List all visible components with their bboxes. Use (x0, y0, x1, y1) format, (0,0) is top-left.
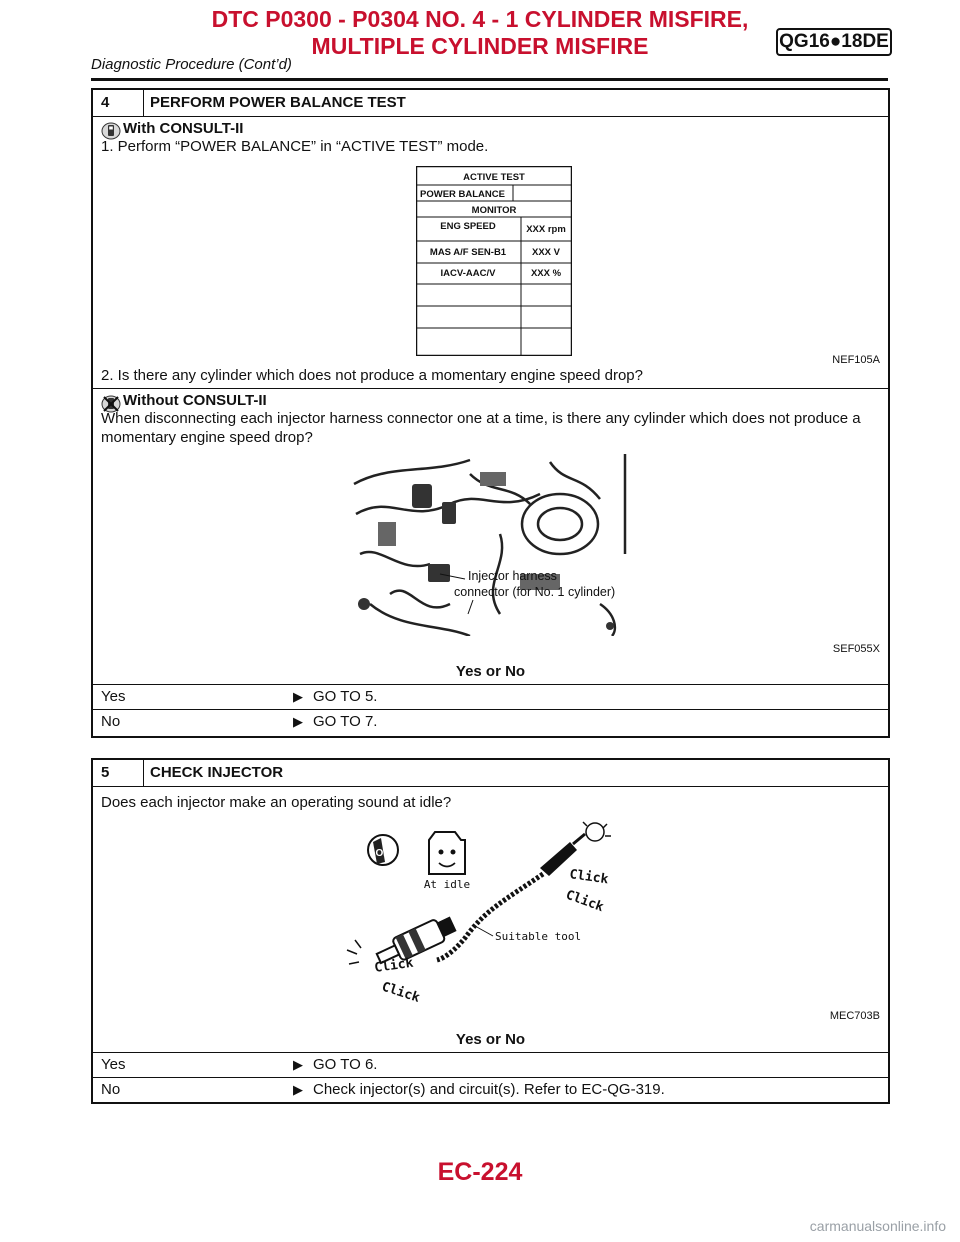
watermark: carmanualsonline.info (809, 1218, 946, 1234)
answer-label: Yes (101, 688, 126, 705)
answer-result: GO TO 6. (313, 1056, 378, 1073)
answer-label: No (101, 1081, 121, 1098)
arrow-right-icon: ▶ (293, 689, 303, 704)
step-5-number: 5 (101, 764, 110, 781)
step-5-instruction: Does each injector make an operating sound at idle? (101, 794, 452, 811)
header-rule (91, 78, 888, 81)
arrow-right-icon: ▶ (293, 1082, 303, 1097)
answer-label: Yes (101, 1056, 126, 1073)
step-5-header (93, 760, 888, 787)
injector-label-1: Injector harness (468, 569, 557, 583)
answer-result: GO TO 5. (313, 688, 378, 705)
answer-row-yes (93, 684, 888, 709)
step-4-header (93, 90, 888, 117)
injector-label-2: connector (for No. 1 cylinder) (454, 585, 616, 599)
screen-row-label: MAS A/F SEN-B1 (429, 247, 507, 258)
question-label: Yes or No (455, 663, 526, 680)
click-label: Click (373, 955, 415, 976)
screen-row-label: IACV-AAC/V (440, 268, 496, 279)
figure-code: MEC703B (829, 1010, 880, 1022)
screen-row-value: XXX % (530, 268, 562, 279)
click-label: Click (379, 979, 422, 1006)
screen-row-value: XXX rpm (526, 224, 566, 235)
step-header-divider (143, 90, 144, 116)
suitable-tool-label: Suitable tool (495, 930, 582, 943)
step-4-number: 4 (101, 94, 110, 111)
step-4-instruction-2: 2. Is there any cylinder which does not produce a momentary engine speed drop? (101, 367, 643, 384)
injector-sound-figure (345, 820, 621, 1010)
ignition-on-label: ON (375, 848, 391, 859)
figure-code: NEF105A (832, 354, 880, 366)
answer-result: GO TO 7. (313, 713, 378, 730)
injector-photo-figure (350, 454, 630, 636)
without-consult-text-2: momentary engine speed drop? (101, 429, 313, 446)
screen-header: ACTIVE TEST (463, 172, 525, 183)
arrow-right-icon: ▶ (293, 714, 303, 729)
section-subtitle: Diagnostic Procedure (Cont’d) (91, 56, 292, 73)
step-4-title: PERFORM POWER BALANCE TEST (150, 94, 406, 111)
answer-row-no (93, 709, 888, 734)
question-label: Yes or No (455, 1031, 526, 1048)
figure-code: SEF055X (832, 643, 880, 655)
answer-result: Check injector(s) and circuit(s). Refer to EC-QG-319. (313, 1081, 665, 1098)
click-label: Click (568, 867, 610, 888)
consult-screen-figure (416, 166, 572, 356)
screen-monitor: MONITOR (471, 205, 517, 216)
click-label: Click (563, 887, 606, 916)
without-consult-label: Without CONSULT-II (123, 392, 267, 409)
screen-mode: POWER BALANCE (420, 189, 505, 200)
step-5-box (91, 758, 890, 1104)
answer-label: No (101, 713, 121, 730)
step-4-box (91, 88, 890, 738)
page-number: EC-224 (437, 1158, 523, 1186)
step-header-divider (143, 760, 144, 786)
answer-row-no (93, 1077, 888, 1102)
screen-row-value: XXX V (532, 247, 560, 258)
title-line-2: MULTIPLE CYLINDER MISFIRE (311, 33, 649, 59)
engine-badge: QG16●18DE (776, 28, 892, 56)
answer-row-yes (93, 1052, 888, 1077)
screen-row-label: ENG SPEED (440, 221, 496, 232)
arrow-right-icon: ▶ (293, 1057, 303, 1072)
at-idle-label: At idle (423, 878, 471, 891)
title-line-1: DTC P0300 - P0304 NO. 4 - 1 CYLINDER MISFIRE, (211, 6, 749, 32)
step-5-title: CHECK INJECTOR (150, 764, 284, 781)
divider (93, 388, 888, 389)
without-consult-text-1: When disconnecting each injector harness connector one at a time, is there any cylinder which does not produce a (101, 410, 861, 427)
step-4-instruction-1: 1. Perform “POWER BALANCE” in “ACTIVE TEST” mode. (101, 138, 489, 155)
with-consult-label: With CONSULT-II (123, 120, 244, 137)
